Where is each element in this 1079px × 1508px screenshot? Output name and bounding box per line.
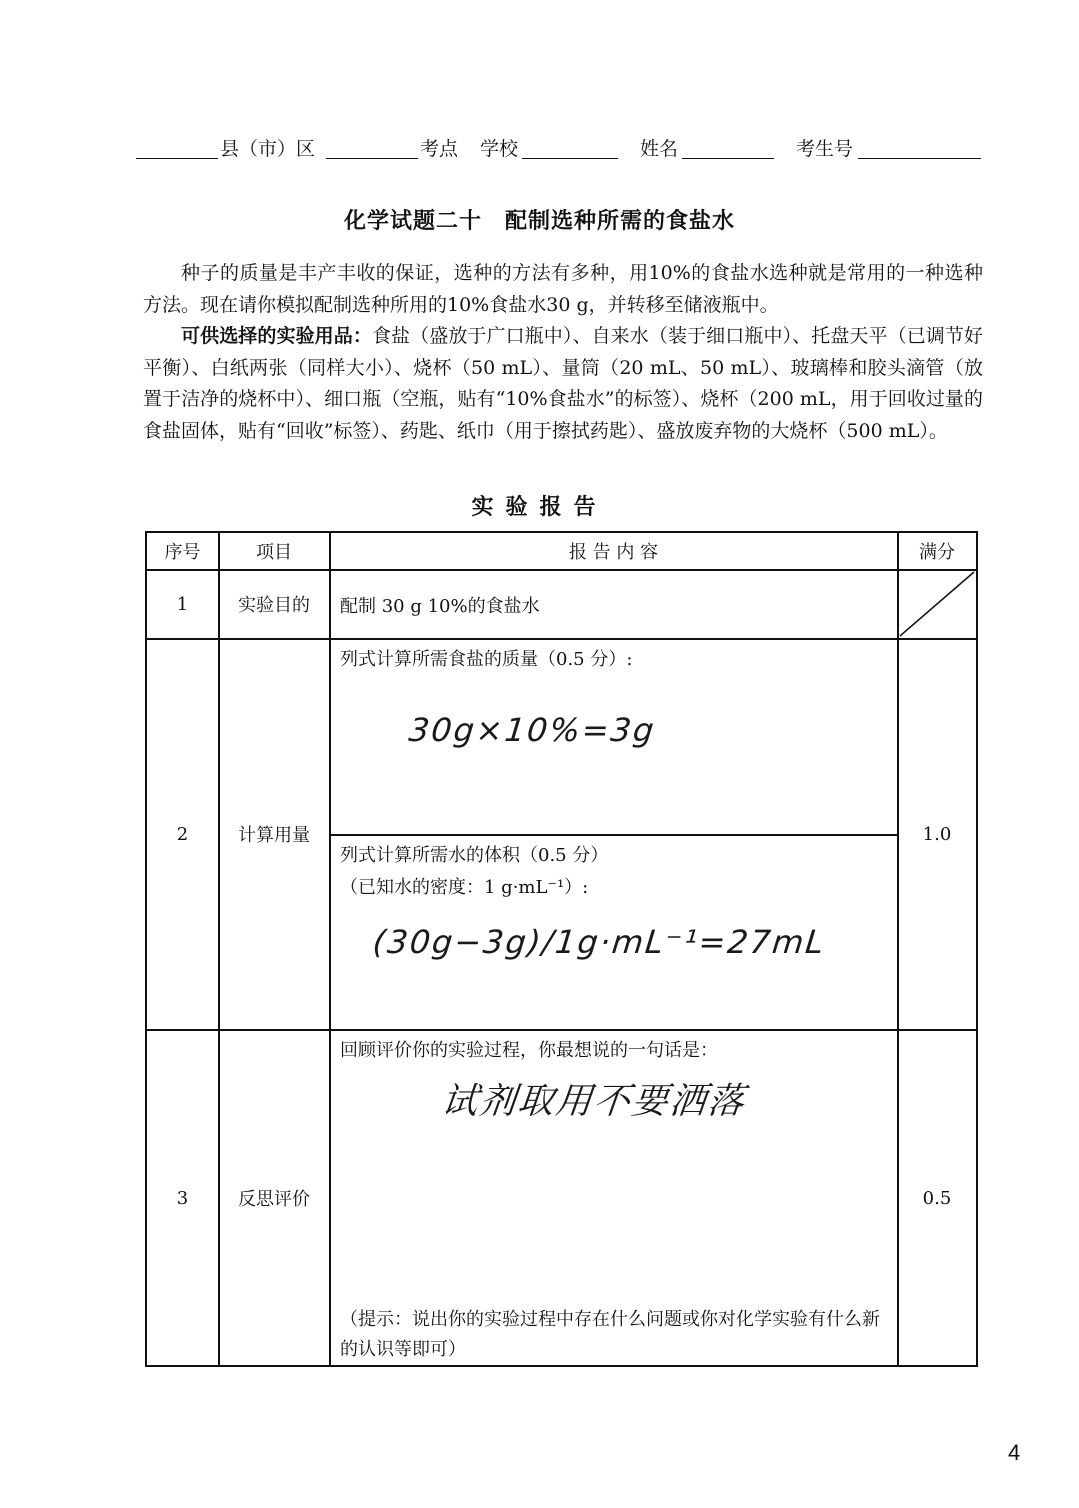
report-table [145, 531, 978, 1367]
header-content: 报 告 内 容 [568, 542, 659, 563]
row-divider [329, 834, 897, 836]
name-label: 姓名 [640, 138, 679, 160]
header-score: 满分 [919, 542, 955, 563]
header-fill-line [136, 134, 981, 164]
intro-paragraph: 种子的质量是丰产丰收的保证，选种的方法有多种，用10%的食盐水选种就是常用的一种选种方法。现在请你模拟配制选种所用的10%食盐水30 g，并转移至储液瓶中。 [143, 262, 983, 316]
district-blank [326, 158, 418, 159]
row3-score: 0.5 [922, 1187, 952, 1209]
intro-text [143, 258, 983, 447]
student-id-label: 考生号 [796, 138, 854, 160]
materials-text: 食盐（盛放于广口瓶中）、自来水（装于细口瓶中）、托盘天平（已调节好平衡）、白纸两张（同样大小）、烧杯（50 mL）、量筒（20 mL、50 mL）、玻璃棒和胶头滴管（放置于洁净的烧杯中）、细口瓶（空瓶，贴有“10%食盐水”的标签）、烧杯（200 mL，用于回收过量的食盐固体，贴有“回收”标签）、药匙、纸巾（用于擦拭药匙）、盛放废弃物的大烧杯（500 mL）。 [143, 325, 983, 442]
materials-label: 可供选择的实验用品： [181, 325, 372, 347]
row3-seq: 3 [176, 1187, 189, 1209]
page-number: 4 [1008, 1440, 1021, 1465]
school-blank [522, 158, 618, 159]
row3-hint: （提示：说出你的实验过程中存在什么问题或你对化学实验有什么新的认识等即可） [340, 1309, 880, 1360]
row3-handwritten-answer: 试剂取用不要洒落 [439, 1081, 748, 1122]
page-title: 化学试题二十 配制选种所需的食盐水 [343, 208, 735, 234]
county-label: 县（市）区 [220, 138, 316, 160]
name-blank [682, 158, 774, 159]
row1-content: 配制 30 g 10%的食盐水 [340, 596, 540, 617]
row1-item: 实验目的 [238, 595, 310, 616]
header-seq: 序号 [164, 542, 201, 563]
student-id-blank [858, 158, 981, 159]
header-item: 项目 [256, 542, 292, 563]
row2-score: 1.0 [922, 823, 952, 845]
materials-paragraph [143, 321, 983, 447]
row1-seq: 1 [176, 593, 189, 615]
row2-seq: 2 [176, 823, 189, 845]
row2-prompt2b: （已知水的密度：1 g·mL⁻¹）: [340, 877, 589, 898]
diagonal-slash [898, 570, 976, 638]
county-blank [136, 158, 218, 159]
row2-handwritten-answer2: (30g−3g)/1g·mL⁻¹=27mL [371, 923, 828, 961]
col-divider [329, 533, 331, 1365]
row3-item: 反思评价 [238, 1189, 310, 1210]
row2-handwritten-answer1: 30g×10%=3g [407, 711, 658, 749]
school-label: 学校 [480, 138, 519, 160]
exam-site-label: 考点 [420, 138, 459, 160]
report-title: 实验报告 [471, 494, 608, 520]
row3-prompt: 回顾评价你的实验过程，你最想说的一句话是： [340, 1040, 718, 1061]
row2-prompt1: 列式计算所需食盐的质量（0.5 分）: [340, 649, 633, 670]
row2-prompt2: 列式计算所需水的体积（0.5 分） [340, 845, 609, 866]
row2-item: 计算用量 [238, 825, 310, 846]
